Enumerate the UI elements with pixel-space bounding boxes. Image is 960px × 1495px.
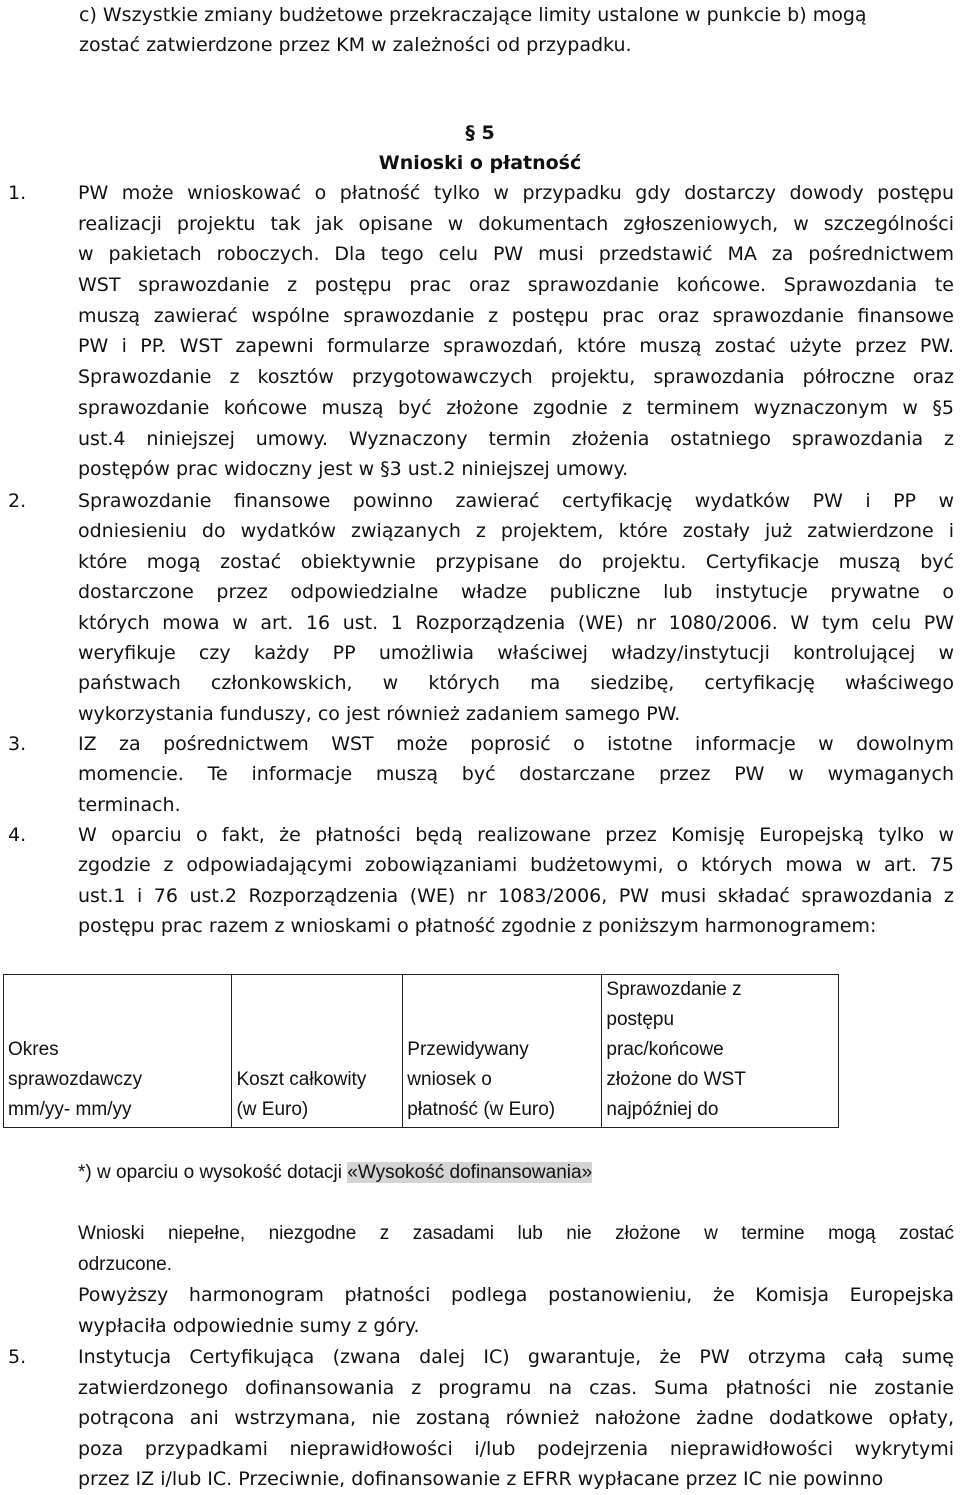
text-line: realizacji projektu tak jak opisane w dokumentach zgłoszeniowych, w szczególności bbox=[78, 212, 954, 235]
text-line: momencie. Te informacje muszą być dostarczane przez PW w wymaganych bbox=[78, 763, 954, 786]
header-line: sprawozdawczy bbox=[8, 1069, 143, 1090]
point-number: 5. bbox=[8, 1346, 27, 1368]
point-text bbox=[78, 729, 954, 820]
point-text bbox=[78, 820, 954, 941]
text-line: ust.4 niniejszej umowy. Wyznaczony termin złożenia ostatniego sprawozdania z bbox=[78, 427, 954, 450]
item-c-line: zostać zatwierdzone przez KM w zależności od przypadku. bbox=[79, 34, 632, 56]
text-line: w pakietach roboczych. Dla tego celu PW musi przedstawić MA za pośrednictwem bbox=[78, 243, 954, 266]
text-line: odniesieniu do wydatków związanych z projektem, które zostały już zatwierdzone i bbox=[78, 520, 954, 543]
header-line: (w Euro) bbox=[236, 1099, 309, 1120]
text-line: które mogą zostać obiektywnie przypisane do projektu. Certyfikacje muszą być bbox=[78, 550, 954, 573]
text-line: państwach członkowskich, w których ma siedzibę, certyfikację właściwego bbox=[78, 672, 954, 695]
header-line: złożone do WST bbox=[606, 1069, 746, 1090]
footnote-text: *) w oparciu o wysokość dotacji bbox=[78, 1162, 348, 1183]
text-line: postępów prac widoczny jest w §3 ust.2 niniejszej umowy. bbox=[78, 458, 629, 481]
text-line: IZ za pośrednictwem WST może poprosić o istotne informacje w dowolnym bbox=[78, 733, 954, 755]
text-line: postępu prac razem z wnioskami o płatność zgodnie z poniższym harmonogramem: bbox=[78, 914, 877, 937]
paragraph-text bbox=[78, 1280, 954, 1341]
text-line: odrzucone. bbox=[78, 1253, 173, 1275]
item-c-line: c) Wszystkie zmiany budżetowe przekraczające limity ustalone w punkcie b) mogą bbox=[79, 4, 867, 26]
header-line: wniosek o bbox=[407, 1069, 492, 1090]
point-text bbox=[78, 1342, 954, 1495]
text-line: Powyższy harmonogram płatności podlega postanowieniu, że Komisja Europejska bbox=[78, 1284, 954, 1306]
point-text bbox=[78, 178, 954, 485]
merge-field: «Wysokość dofinansowania» bbox=[347, 1162, 593, 1183]
text-line: dostarczone przez odpowiedzialne władze publiczne lub instytucje prywatne o bbox=[78, 581, 954, 604]
point-number: 2. bbox=[8, 490, 27, 512]
text-line: PW może wnioskować o płatność tylko w przypadku gdy dostarczy dowody postępu bbox=[78, 182, 954, 204]
text-line: weryfikuje czy każdy PP umożliwia właściwej władzy/instytucji kontrolującej w bbox=[78, 641, 954, 664]
text-line: W oparciu o fakt, że płatności będą realizowane przez Komisję Europejską tylko w bbox=[78, 824, 954, 846]
header-line: mm/yy- mm/yy bbox=[8, 1099, 132, 1120]
text-line: wykorzystania funduszy, co jest również zadaniem samego PW. bbox=[78, 702, 681, 725]
header-line: Sprawozdanie z bbox=[606, 979, 742, 1000]
header-cell-total-cost bbox=[232, 975, 403, 1128]
table-header-row bbox=[4, 975, 839, 1128]
section-heading bbox=[0, 118, 960, 178]
header-cell-report-deadline bbox=[602, 975, 839, 1128]
point-number: 3. bbox=[8, 733, 27, 755]
text-line: Wnioski niepełne, niezgodne z zasadami lub nie złożone w termine mogą zostać bbox=[78, 1223, 954, 1244]
text-line: przez IZ i/lub IC. Przeciwnie, dofinansowanie z EFRR wypłacane przez IC nie powinno bbox=[78, 1468, 884, 1490]
text-line: Sprawozdanie finansowe powinno zawierać certyfikację wydatków PW i PP w bbox=[78, 490, 954, 512]
text-line: Instytucja Certyfikująca (zwana dalej IC) gwarantuje, że PW otrzyma całą sumę bbox=[78, 1346, 954, 1368]
text-line: muszą zawierać wspólne sprawozdanie z postępu prac oraz sprawozdanie finansowe bbox=[78, 304, 954, 327]
text-line: sprawozdanie końcowe muszą być złożone zgodnie z terminem wyznaczonym w §5 bbox=[78, 396, 954, 419]
header-line: Przewidywany bbox=[407, 1039, 529, 1060]
header-line: najpóźniej do bbox=[606, 1099, 719, 1120]
header-line: postępu bbox=[606, 1009, 675, 1030]
text-line: zatwierdzonego dofinansowania z programu na czas. Suma płatności nie zostanie bbox=[78, 1376, 954, 1399]
item-c bbox=[0, 0, 960, 60]
text-line: ust.1 i 76 ust.2 Rozporządzenia (WE) nr 1083/2006, PW musi składać sprawozdania z bbox=[78, 884, 954, 907]
point-text bbox=[78, 486, 954, 729]
section-number: § 5 bbox=[465, 122, 495, 144]
text-line: wypłaciła odpowiednie sumy z góry. bbox=[78, 1314, 420, 1337]
header-cell-period bbox=[4, 975, 232, 1128]
point-number: 4. bbox=[8, 824, 27, 846]
header-line: Koszt całkowity bbox=[236, 1069, 367, 1090]
text-line: zgodzie z odpowiadającymi zobowiązaniami budżetowymi, o których mowa w art. 75 bbox=[78, 854, 954, 877]
paragraph-text bbox=[78, 1219, 954, 1280]
header-cell-payment-request bbox=[403, 975, 602, 1128]
header-line: płatność (w Euro) bbox=[407, 1099, 556, 1120]
section-title: Wnioski o płatność bbox=[378, 152, 582, 174]
header-line: Okres bbox=[8, 1039, 59, 1060]
text-line: terminach. bbox=[78, 793, 181, 816]
text-line: których mowa w art. 16 ust. 1 Rozporządzenia (WE) nr 1080/2006. W tym celu PW bbox=[78, 611, 954, 634]
text-line: PW i PP. WST zapewni formularze sprawozdań, które muszą zostać użyte przez PW. bbox=[78, 335, 954, 358]
header-line: prac/końcowe bbox=[606, 1039, 724, 1060]
point-number: 1. bbox=[8, 182, 27, 204]
text-line: poza przypadkami nieprawidłowości i/lub podejrzenia nieprawidłowości wykrytymi bbox=[78, 1437, 954, 1460]
text-line: Sprawozdanie z kosztów przygotowawczych projektu, sprawozdania półroczne oraz bbox=[78, 366, 954, 389]
payment-schedule-table bbox=[3, 974, 839, 1128]
text-line: WST sprawozdanie z postępu prac oraz sprawozdanie końcowe. Sprawozdania te bbox=[78, 274, 954, 297]
text-line: potrącona ani wstrzymana, nie zostaną również nałożone żadne dodatkowe opłaty, bbox=[78, 1407, 954, 1429]
footnote bbox=[78, 1158, 592, 1188]
